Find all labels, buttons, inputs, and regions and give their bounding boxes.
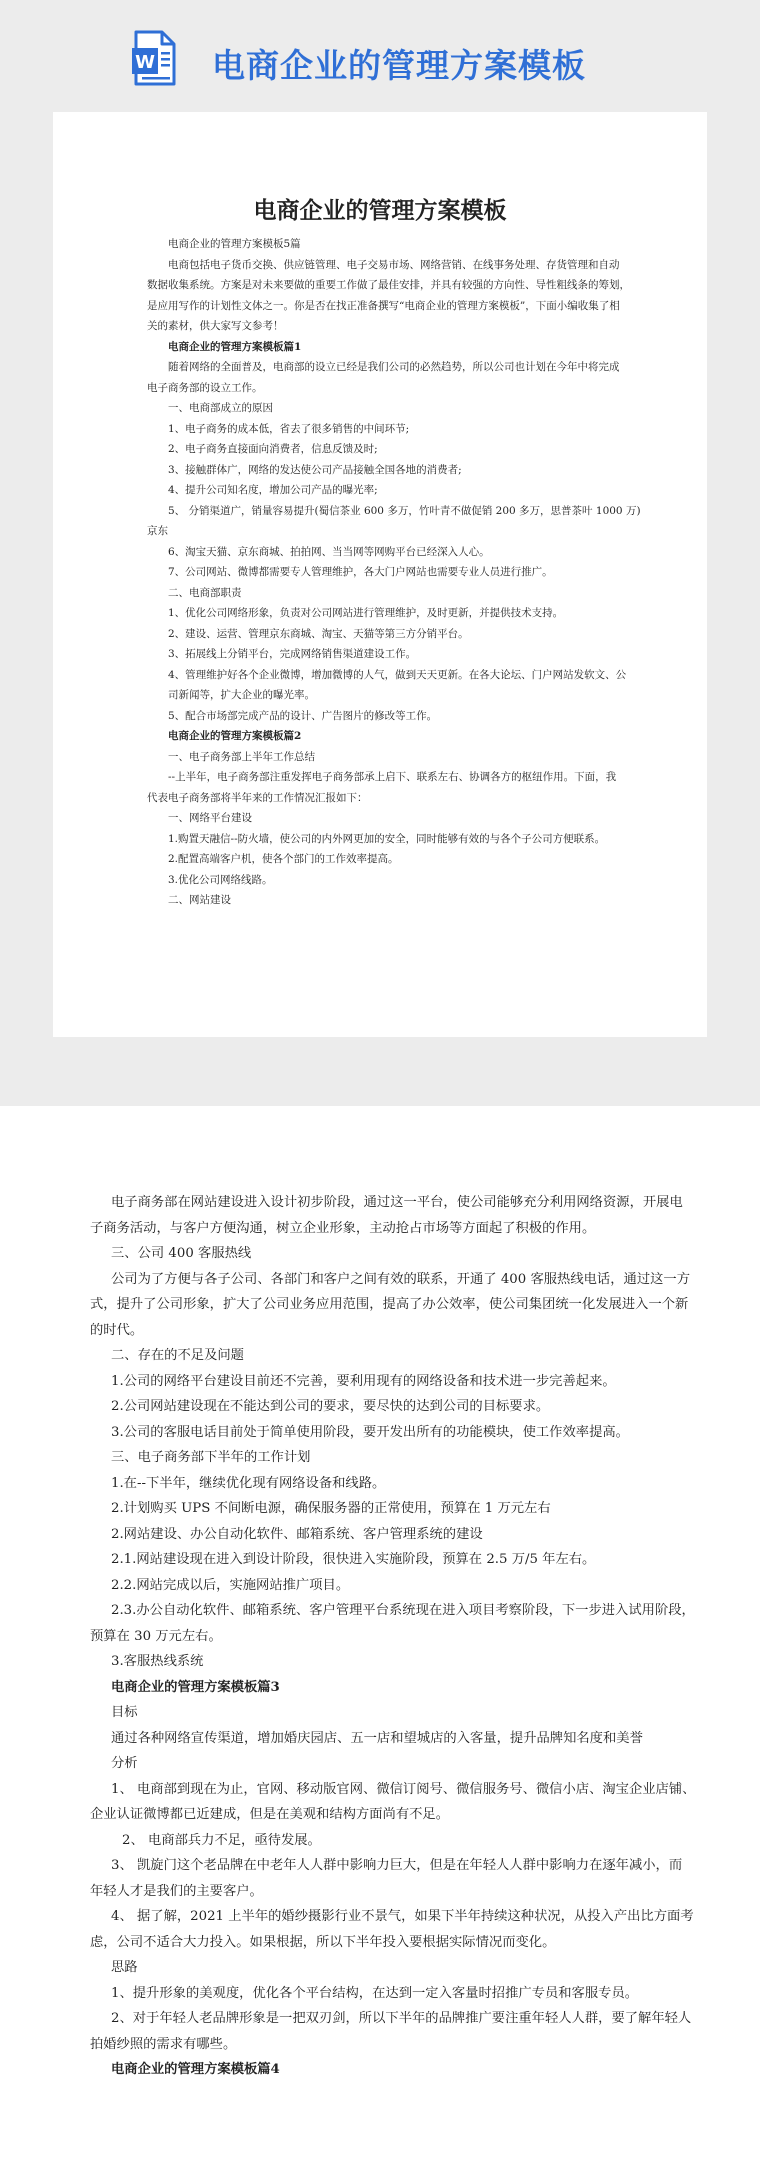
page2-line: 电子商务部在网站建设进入设计初步阶段，通过这一平台，使公司能够充分利用网络资源，开展电 (111, 1195, 683, 1210)
page-2-body (90, 1190, 696, 2083)
page1-line: 3、接触群体广，网络的发达使公司产品接触全国各地的消费者; (168, 463, 462, 476)
page2-line: 拍婚纱照的需求有哪些。 (90, 2036, 237, 2052)
page-1-body (147, 234, 641, 911)
page1-line: 随着网络的全面普及，电商部的设立已经是我们公司的必然趋势，所以公司也计划在今年中将完成 (168, 361, 620, 373)
header-bar (0, 0, 760, 112)
page2-line: 预算在 30 万元左右。 (90, 1628, 222, 1644)
page1-line: 6、淘宝天猫、京东商城、拍拍网、当当网等网购平台已经深入人心。 (168, 545, 490, 558)
page2-line: 2、对于年轻人老品牌形象是一把双刃剑，所以下半年的品牌推广要注重年轻人人群，要了解年轻人 (111, 2011, 692, 2026)
page1-line: 1、电子商务的成本低，省去了很多销售的中间环节; (168, 422, 410, 435)
page2-line: 1、提升形象的美观度，优化各个平台结构，在达到一定入客量时招推广专员和客服专员。 (111, 1985, 639, 2001)
page2-line: 3.公司的客服电话目前处于简单使用阶段，要开发出所有的功能模块，使工作效率提高。 (111, 1424, 629, 1440)
page1-line: 2、建设、运营、管理京东商城、淘宝、天猫等第三方分销平台。 (168, 627, 469, 640)
page2-line: 二、存在的不足及问题 (111, 1348, 244, 1363)
page2-line: 2.计划购买 UPS 不间断电源，确保服务器的正常使用，预算在 1 万元左右 (111, 1501, 551, 1516)
page1-line: 代表电子商务部将半年来的工作情况汇报如下： (147, 791, 368, 804)
page2-line: 年轻人才是我们的主要客户。 (90, 1883, 263, 1899)
page1-line: 一、电子商务部上半年工作总结 (168, 750, 315, 763)
page1-line: 5、 分销渠道广，销量容易提升(蜀信茶业 600 多万，竹叶青不做促销 200 多万，思普茶叶 1000 万) (168, 504, 641, 517)
page2-line: 思路 (111, 1960, 138, 1975)
page1-line: 司新闻等，扩大企业的曝光率。 (168, 689, 315, 701)
page2-line: 2.公司网站建设现在不能达到公司的要求，要尽快的达到公司的目标要求。 (111, 1399, 550, 1414)
page1-line: 电商企业的管理方案模板篇2 (168, 730, 302, 742)
page2-line: 1.公司的网络平台建设目前还不完善，要利用现有的网络设备和技术进一步完善起来。 (111, 1373, 616, 1389)
page1-line: 电商企业的管理方案模板5篇 (168, 238, 301, 250)
page1-line: 关的素材，供大家写文参考！ (147, 320, 284, 332)
page2-line: 子商务活动，与客户方便沟通，树立企业形象，主动抢占市场等方面起了积极的作用。 (90, 1220, 596, 1236)
page1-line: 二、电商部职责 (168, 586, 242, 599)
page1-line: 二、网站建设 (168, 894, 231, 906)
page1-line: 电商包括电子货币交换、供应链管理、电子交易市场、网络营销、在线事务处理、存货管理和自动 (168, 258, 620, 271)
page2-line: 2.2.网站完成以后，实施网站推广项目。 (111, 1577, 350, 1593)
document-title: 电商企业的管理方案模板 (253, 197, 507, 224)
word-document-icon (132, 30, 176, 86)
page1-line: 3.优化公司网络线路。 (168, 873, 273, 886)
page1-line: 4、提升公司知名度，增加公司产品的曝光率; (168, 484, 378, 496)
page1-line: 电子商务部的设立工作。 (147, 381, 263, 394)
page1-line: 数据收集系统。方案是对未来要做的重要工作做了最佳安排，并具有较强的方向性、导性粗线条的筹划， (147, 279, 630, 291)
page1-line: 一、电商部成立的原因 (168, 402, 273, 414)
page1-line: 1.购置天融信--防火墙，使公司的内外网更加的安全，同时能够有效的与各个子公司方便联系。 (168, 832, 606, 845)
page2-line: 2.3.办公自动化软件、邮箱系统、客户管理平台系统现在进入项目考察阶段，下一步进入试用阶段， (111, 1603, 695, 1618)
page1-line: 5、配合市场部完成产品的设计、广告图片的修改等工作。 (168, 709, 438, 722)
page-separator (0, 1037, 760, 1106)
page1-line: --上半年，电子商务部注重发挥电子商务部承上启下、联系左右、协调各方的枢纽作用。下面，我 (168, 771, 617, 783)
page2-line: 通过各种网络宣传渠道，增加婚庆园店、五一店和望城店的入客量，提升品牌知名度和美誉 (111, 1730, 643, 1746)
page2-line: 三、公司 400 客服热线 (111, 1246, 252, 1261)
page2-line: 的时代。 (90, 1322, 144, 1338)
word-icon-letter: W (135, 52, 155, 73)
page1-line: 2、电子商务直接面向消费者，信息反馈及时; (168, 443, 378, 455)
page1-line: 1、优化公司网络形象，负责对公司网站进行管理维护，及时更新，并提供技术支持。 (168, 607, 564, 619)
page1-line: 4、管理维护好各个企业微博，增加微博的人气，做到天天更新。在各大论坛、门户网站发软文、公 (168, 668, 627, 681)
page1-line: 7、公司网站、微博都需要专人管理维护，各大门户网站也需要专业人员进行推广。 (168, 566, 553, 578)
page2-line: 企业认证微博都已近建成，但是在美观和结构方面尚有不足。 (90, 1807, 450, 1822)
page1-line: 一、网络平台建设 (168, 812, 252, 824)
page2-line: 2.1.网站建设现在进入到设计阶段，很快进入实施阶段，预算在 2.5 万/5 年左右。 (111, 1552, 596, 1567)
page2-line: 公司为了方便与各子公司、各部门和客户之间有效的联系，开通了 400 客服热线电话，通过这一方 (111, 1271, 691, 1287)
page2-line: 1.在--下半年，继续优化现有网络设备和线路。 (111, 1475, 386, 1491)
page1-line: 电商企业的管理方案模板篇1 (168, 340, 302, 353)
page2-line: 虑，公司不适合大力投入。如果根据，所以下半年投入要根据实际情况而变化。 (90, 1934, 556, 1950)
page1-line: 2.配置高端客户机，使各个部门的工作效率提高。 (168, 853, 399, 865)
page2-line: 4、 据了解，2021 上半年的婚纱摄影行业不景气，如果下半年持续这种状况，从投入产出比方面考 (111, 1909, 694, 1924)
page1-line: 3、拓展线上分销平台，完成网络销售渠道建设工作。 (168, 648, 417, 660)
page2-line: 3、 凯旋门这个老品牌在中老年人人群中影响力巨大，但是在年轻人人群中影响力在逐年减小，而 (111, 1858, 683, 1873)
page1-line: 是应用写作的计划性文体之一。你是否在找正准备撰写“电商企业的管理方案模板”，下面小编收集了相 (147, 299, 620, 312)
page2-line: 电商企业的管理方案模板篇4 (111, 2062, 280, 2077)
header-title: 电商企业的管理方案模板 (212, 46, 586, 85)
page2-line: 目标 (111, 1705, 138, 1720)
document-page-1 (53, 112, 707, 1037)
document-page-2 (0, 1106, 760, 2178)
page2-line: 1、 电商部到现在为止，官网、移动版官网、微信订阅号、微信服务号、微信小店、淘宝企业店铺、 (111, 1781, 696, 1797)
page2-line: 2、 电商部兵力不足，亟待发展。 (122, 1832, 321, 1848)
page2-line: 式，提升了公司形象，扩大了公司业务应用范围，提高了办公效率，使公司集团统一化发展进入一个新 (90, 1297, 689, 1312)
page2-line: 分析 (111, 1756, 138, 1771)
page1-line: 京东 (147, 525, 168, 537)
page2-line: 2.网站建设、办公自动化软件、邮箱系统、客户管理系统的建设 (111, 1526, 483, 1542)
page2-line: 3.客服热线系统 (111, 1654, 204, 1669)
page2-line: 三、电子商务部下半年的工作计划 (111, 1450, 311, 1465)
page2-line: 电商企业的管理方案模板篇3 (111, 1679, 280, 1695)
